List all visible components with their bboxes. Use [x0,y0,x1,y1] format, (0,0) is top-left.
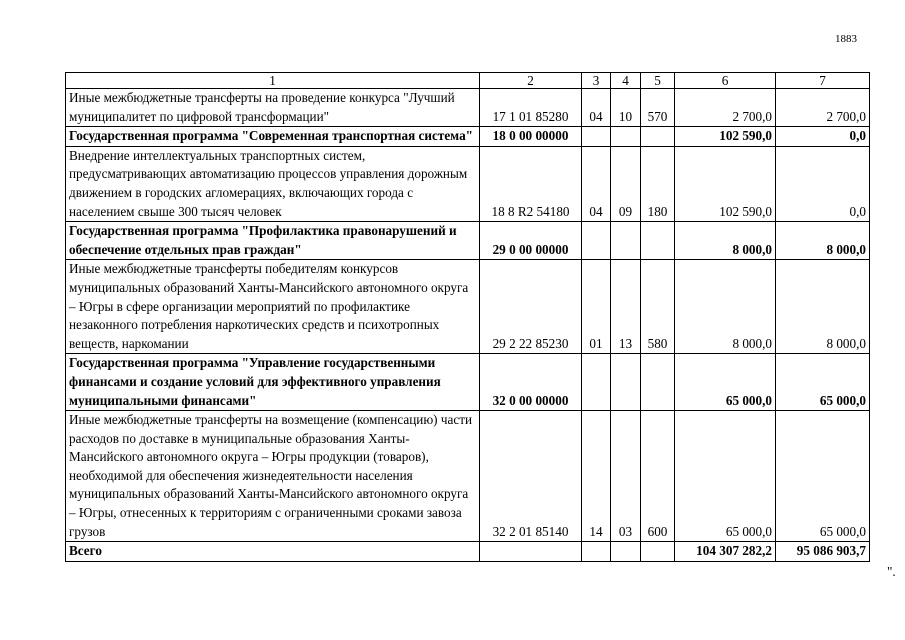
table-row [66,411,870,542]
page-number: 1883 [835,33,857,45]
row-expense-type-cell: 580 [641,260,675,354]
budget-table [65,72,870,562]
header-cell-6: 6 [675,73,776,89]
row-expense-type-cell [641,542,675,562]
row-amount-1-cell: 8 000,0 [675,222,776,260]
row-amount-2-cell: 0,0 [776,146,870,221]
row-amount-2-cell: 0,0 [776,127,870,147]
closing-quote-mark: ". [887,564,896,579]
row-subsection-cell: 13 [611,260,641,354]
row-section-cell [582,542,611,562]
table-program-row [66,354,870,411]
row-name-cell: Внедрение интеллектуальных транспортных систем, предусматривающих автоматизацию процессов управления дорожным движением в городских агломерациях, включающих города с населением свыше 300 тысяч человек [66,146,480,221]
row-expense-type-cell: 180 [641,146,675,221]
header-cell-2: 2 [480,73,582,89]
row-amount-1-cell: 104 307 282,2 [675,542,776,562]
row-subsection-cell [611,354,641,411]
row-section-cell: 01 [582,260,611,354]
row-name-cell: Государственная программа "Управление государственными финансами и создание условий для эффективного управления муниципальными финансами" [66,354,480,411]
header-cell-5: 5 [641,73,675,89]
row-amount-2-cell: 8 000,0 [776,260,870,354]
row-amount-2-cell: 65 000,0 [776,411,870,542]
row-section-cell [582,222,611,260]
row-code-cell: 29 2 22 85230 [480,260,582,354]
row-name-cell: Всего [66,542,480,562]
table-program-row [66,222,870,260]
row-amount-2-cell: 65 000,0 [776,354,870,411]
header-cell-3: 3 [582,73,611,89]
row-subsection-cell [611,542,641,562]
row-subsection-cell: 03 [611,411,641,542]
row-subsection-cell: 10 [611,89,641,127]
row-section-cell: 04 [582,146,611,221]
row-subsection-cell: 09 [611,146,641,221]
row-code-cell: 32 0 00 00000 [480,354,582,411]
row-code-cell: 32 2 01 85140 [480,411,582,542]
row-subsection-cell [611,127,641,147]
table-row [66,260,870,354]
header-cell-7: 7 [776,73,870,89]
row-code-cell [480,542,582,562]
row-amount-1-cell: 8 000,0 [675,260,776,354]
row-section-cell: 04 [582,89,611,127]
table-row [66,146,870,221]
row-amount-1-cell: 65 000,0 [675,354,776,411]
row-name-cell: Государственная программа "Современная транспортная система" [66,127,480,147]
row-section-cell: 14 [582,411,611,542]
table-row [66,89,870,127]
table-program-row [66,542,870,562]
row-amount-2-cell: 95 086 903,7 [776,542,870,562]
row-name-cell: Государственная программа "Профилактика правонарушений и обеспечение отдельных прав граждан" [66,222,480,260]
row-amount-1-cell: 65 000,0 [675,411,776,542]
row-amount-1-cell: 102 590,0 [675,146,776,221]
row-amount-2-cell: 2 700,0 [776,89,870,127]
row-section-cell [582,354,611,411]
row-expense-type-cell [641,354,675,411]
table-header-row [66,73,870,89]
row-expense-type-cell: 600 [641,411,675,542]
row-section-cell [582,127,611,147]
header-cell-4: 4 [611,73,641,89]
header-cell-1: 1 [66,73,480,89]
row-amount-1-cell: 2 700,0 [675,89,776,127]
row-name-cell: Иные межбюджетные трансферты победителям конкурсов муниципальных образований Ханты-Мансийского автономного округа – Югры в сфере организации мероприятий по профилактике незаконного потребления наркотических средств и психотропных веществ, наркомании [66,260,480,354]
row-code-cell: 18 8 R2 54180 [480,146,582,221]
row-subsection-cell [611,222,641,260]
table-program-row [66,127,870,147]
row-amount-1-cell: 102 590,0 [675,127,776,147]
row-name-cell: Иные межбюджетные трансферты на проведение конкурса "Лучший муниципалитет по цифровой трансформации" [66,89,480,127]
row-expense-type-cell [641,127,675,147]
row-expense-type-cell [641,222,675,260]
row-expense-type-cell: 570 [641,89,675,127]
row-name-cell: Иные межбюджетные трансферты на возмещение (компенсацию) части расходов по доставке в муниципальные образования Ханты-Мансийского автономного округа – Югры продукции (товаров), необходимой для обеспечения жизнедеятельности населения муниципальных образований Ханты-Мансийского автономного округа – Югры, отнесенных к территориям с ограниченными сроками завоза грузов [66,411,480,542]
row-code-cell: 17 1 01 85280 [480,89,582,127]
row-code-cell: 18 0 00 00000 [480,127,582,147]
row-code-cell: 29 0 00 00000 [480,222,582,260]
row-amount-2-cell: 8 000,0 [776,222,870,260]
